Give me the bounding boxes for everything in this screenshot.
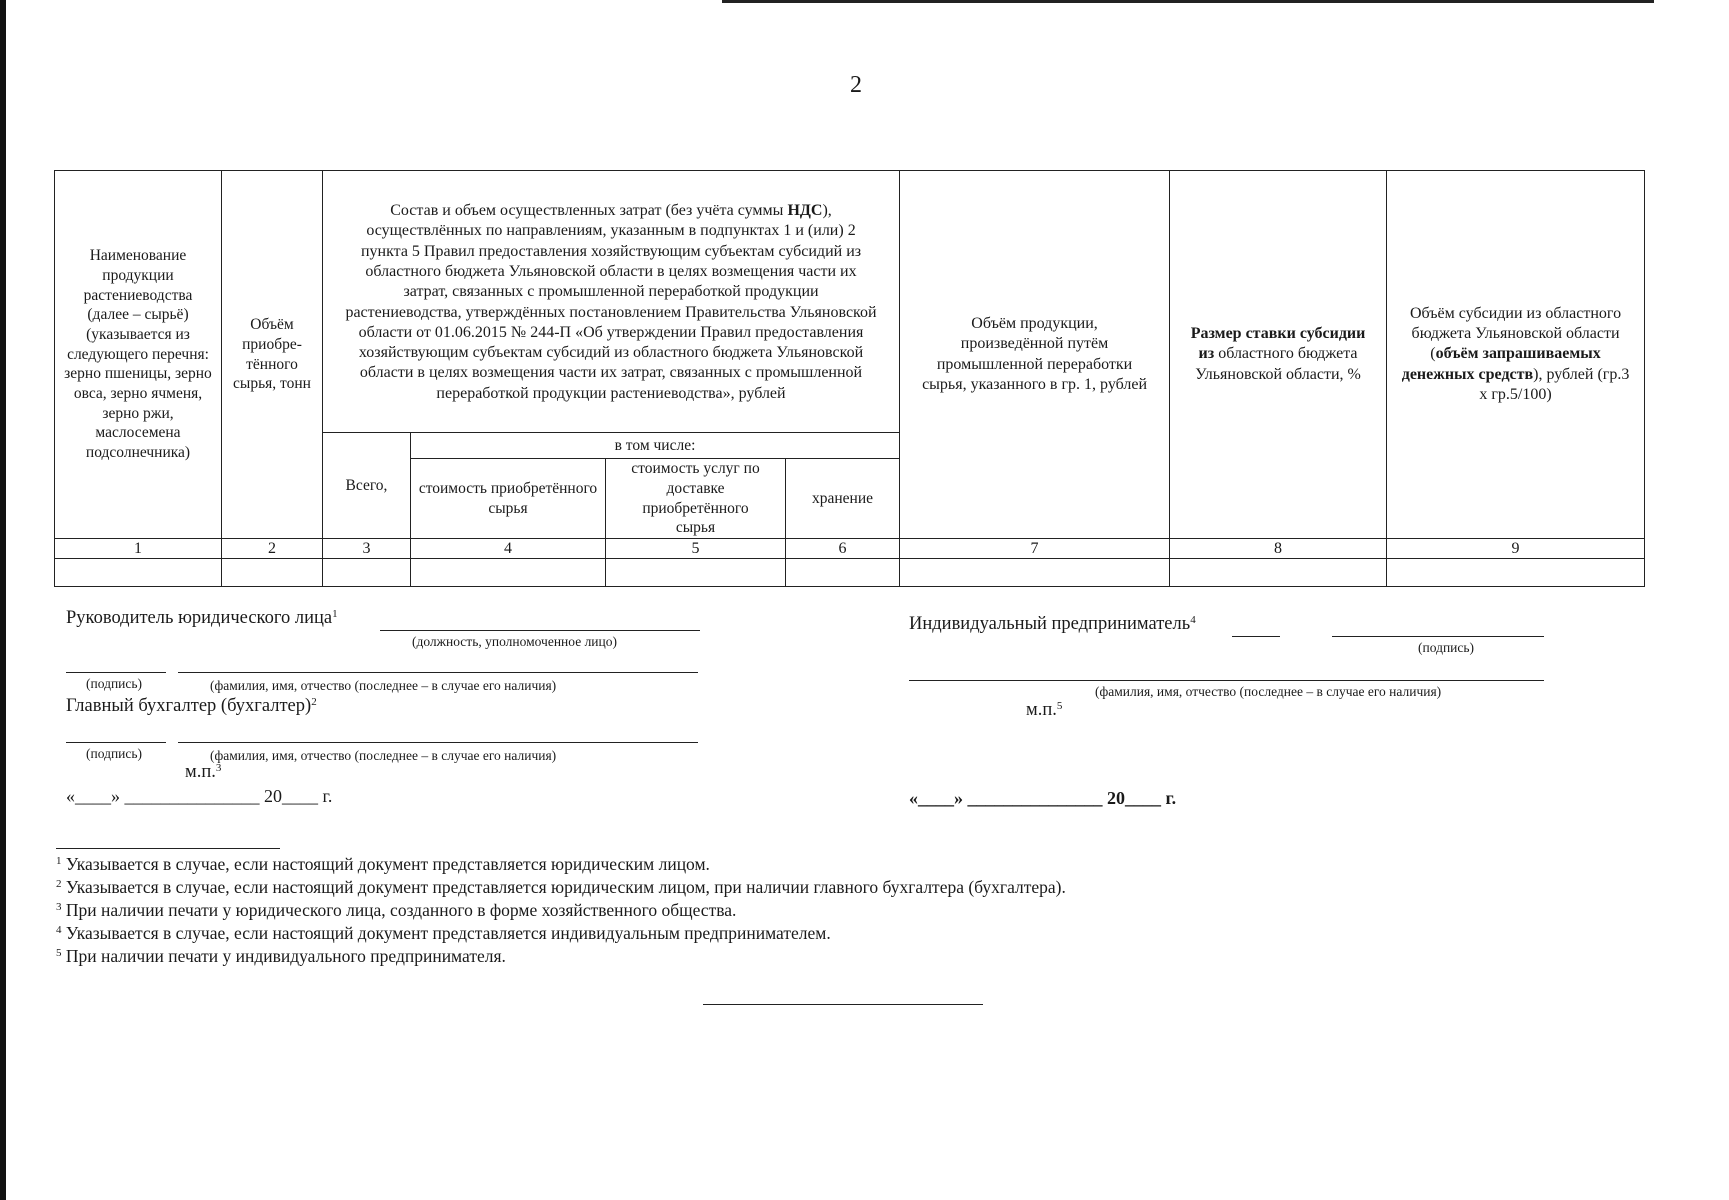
ip-short-line xyxy=(1232,636,1280,637)
header-raw-cost: стоимость приобретённого сырья xyxy=(411,459,606,539)
legal-head-text: Руководитель юридического лица xyxy=(66,608,333,628)
ip-label xyxy=(909,614,1196,635)
footnote-text: При наличии печати у индивидуального предпринимателя. xyxy=(65,946,506,966)
entry-cell[interactable] xyxy=(1170,559,1387,587)
entry-cell[interactable] xyxy=(786,559,900,587)
col-num: 1 xyxy=(55,539,222,559)
entry-cell[interactable] xyxy=(1387,559,1645,587)
footnote-separator xyxy=(56,848,280,849)
entry-cell[interactable] xyxy=(411,559,606,587)
footnote-num: 2 xyxy=(56,878,62,890)
legal-head-label xyxy=(66,608,338,629)
footnote-text: Указывается в случае, если настоящий документ представляется индивидуальным предпринимателем. xyxy=(65,923,831,943)
col-num: 8 xyxy=(1170,539,1387,559)
footnote-text: Указывается в случае, если настоящий документ представляется юридическим лицом, при наличии главного бухгалтера (бухгалтера). xyxy=(65,877,1066,897)
fio-caption: (фамилия, имя, отчество (последнее – в случае его наличия) xyxy=(1095,684,1442,699)
entry-cell[interactable] xyxy=(900,559,1170,587)
fio-line xyxy=(178,672,698,673)
page-number: 2 xyxy=(850,72,862,98)
footnote xyxy=(56,946,506,967)
footnote xyxy=(56,877,1066,898)
position-caption: (должность, уполномоченное лицо) xyxy=(412,634,617,649)
footnote-num: 3 xyxy=(56,901,62,913)
footnote-num: 4 xyxy=(56,924,62,936)
subsidy-rate-text: областного бюджета Ульяновской области, % xyxy=(1195,345,1361,383)
footnote-ref: 3 xyxy=(215,762,222,774)
stamp-left xyxy=(185,762,221,783)
header-product-name: Наименование продукции растениеводства (далее – сырьё) (указывается из следующего перечня: зерно пшеницы, зерно овса, зерно ячменя, зерно ржи, маслосемена подсолнечника) xyxy=(55,171,222,539)
stamp-text: м.п. xyxy=(1026,700,1057,720)
header-costs-group xyxy=(323,171,900,433)
column-number-row xyxy=(55,539,1645,559)
chief-accountant-text: Главный бухгалтер (бухгалтер) xyxy=(66,696,312,716)
subsidy-volume-bold: объём запрашиваемых денежных средств xyxy=(1401,345,1601,383)
chief-accountant-label xyxy=(66,696,317,717)
position-line xyxy=(380,630,700,631)
subsidy-volume-text-2: ), рублей (гр.3 х гр.5/100) xyxy=(1479,365,1630,403)
signature-line xyxy=(66,672,166,673)
col-num: 3 xyxy=(323,539,411,559)
fio-caption: (фамилия, имя, отчество (последнее – в случае его наличия) xyxy=(210,748,557,763)
subsidy-rate-bold: Размер ставки субсидии из xyxy=(1190,325,1366,363)
scan-left-edge xyxy=(0,0,6,1200)
entry-cell[interactable] xyxy=(222,559,323,587)
fio-caption: (фамилия, имя, отчество (последнее – в случае его наличия) xyxy=(210,678,557,693)
col-num: 2 xyxy=(222,539,323,559)
header-subsidy-rate xyxy=(1170,171,1387,539)
footnote xyxy=(56,900,736,921)
header-storage: хранение xyxy=(786,459,900,539)
stamp-text: м.п. xyxy=(185,762,216,782)
ip-text: Индивидуальный предприниматель xyxy=(909,614,1191,634)
footnote-ref: 4 xyxy=(1190,614,1196,626)
header-raw-volume: Объём приобре-тённого сырья, тонн xyxy=(222,171,323,539)
header-production-volume: Объём продукции, произведённой путём промышленной переработки сырья, указанного в гр. 1, рублей xyxy=(900,171,1170,539)
footnote-num: 5 xyxy=(56,947,62,959)
footnote xyxy=(56,923,831,944)
entry-cell[interactable] xyxy=(323,559,411,587)
footnote-num: 1 xyxy=(56,855,62,867)
fio-line xyxy=(178,742,698,743)
col-num: 6 xyxy=(786,539,900,559)
signature-line xyxy=(66,742,166,743)
footnote-ref: 1 xyxy=(332,608,338,620)
signature-caption: (подпись) xyxy=(86,676,143,691)
col-num: 7 xyxy=(900,539,1170,559)
header-subsidy-volume xyxy=(1387,171,1645,539)
signature-caption: (подпись) xyxy=(1418,640,1475,655)
costs-group-text-1: Состав и объем осуществленных затрат (без учёта суммы xyxy=(390,201,788,219)
end-rule xyxy=(703,1004,983,1005)
costs-group-text-2: ), осуществлённых по направлениям, указанным в подпунктах 1 и (или) 2 пункта 5 Правил предоставления хозяйствующим субъектам субсидий из областного бюджета Ульяновской области в целях возмещения части их затрат, связанных с промышленной переработкой продукции растениеводства, утверждённых постановлением Правительства Ульяновской области от 01.06.2015 № 244-П «Об утверждении Правил предоставления хозяйствующим субъектам субсидий из областного бюджета Ульяновской области в целях возмещения части их затрат, связанных с промышленной переработкой продукции растениеводства», рублей xyxy=(345,201,877,402)
fio-line xyxy=(909,680,1544,681)
subsidy-form-table xyxy=(54,170,1645,587)
header-including: в том числе: xyxy=(411,433,900,459)
footnote-ref: 5 xyxy=(1056,700,1063,712)
signature-caption: (подпись) xyxy=(86,746,143,761)
date-right: «____» _______________ 20____ г. xyxy=(909,788,1177,808)
footnote xyxy=(56,854,710,875)
stamp-right xyxy=(1026,700,1062,721)
col-num: 5 xyxy=(606,539,786,559)
subsidy-volume-text-1: Объём субсидии из областного бюджета Ульяновской области ( xyxy=(1409,304,1622,363)
top-rule xyxy=(722,0,1654,3)
data-entry-row xyxy=(55,559,1645,587)
entry-cell[interactable] xyxy=(606,559,786,587)
entry-cell[interactable] xyxy=(55,559,222,587)
signature-line xyxy=(1332,636,1544,637)
footnote-ref: 2 xyxy=(311,696,317,708)
footnote-text: Указывается в случае, если настоящий документ представляется юридическим лицом. xyxy=(65,854,710,874)
costs-group-vat: НДС xyxy=(787,201,823,219)
header-delivery-cost: стоимость услуг по доставке приобретённого сырья xyxy=(606,459,786,539)
col-num: 9 xyxy=(1387,539,1645,559)
footnote-text: При наличии печати у юридического лица, созданного в форме хозяйственного общества. xyxy=(65,900,737,920)
col-num: 4 xyxy=(411,539,606,559)
date-left: «____» _______________ 20____ г. xyxy=(66,786,333,806)
header-total: Всего, xyxy=(323,433,411,539)
